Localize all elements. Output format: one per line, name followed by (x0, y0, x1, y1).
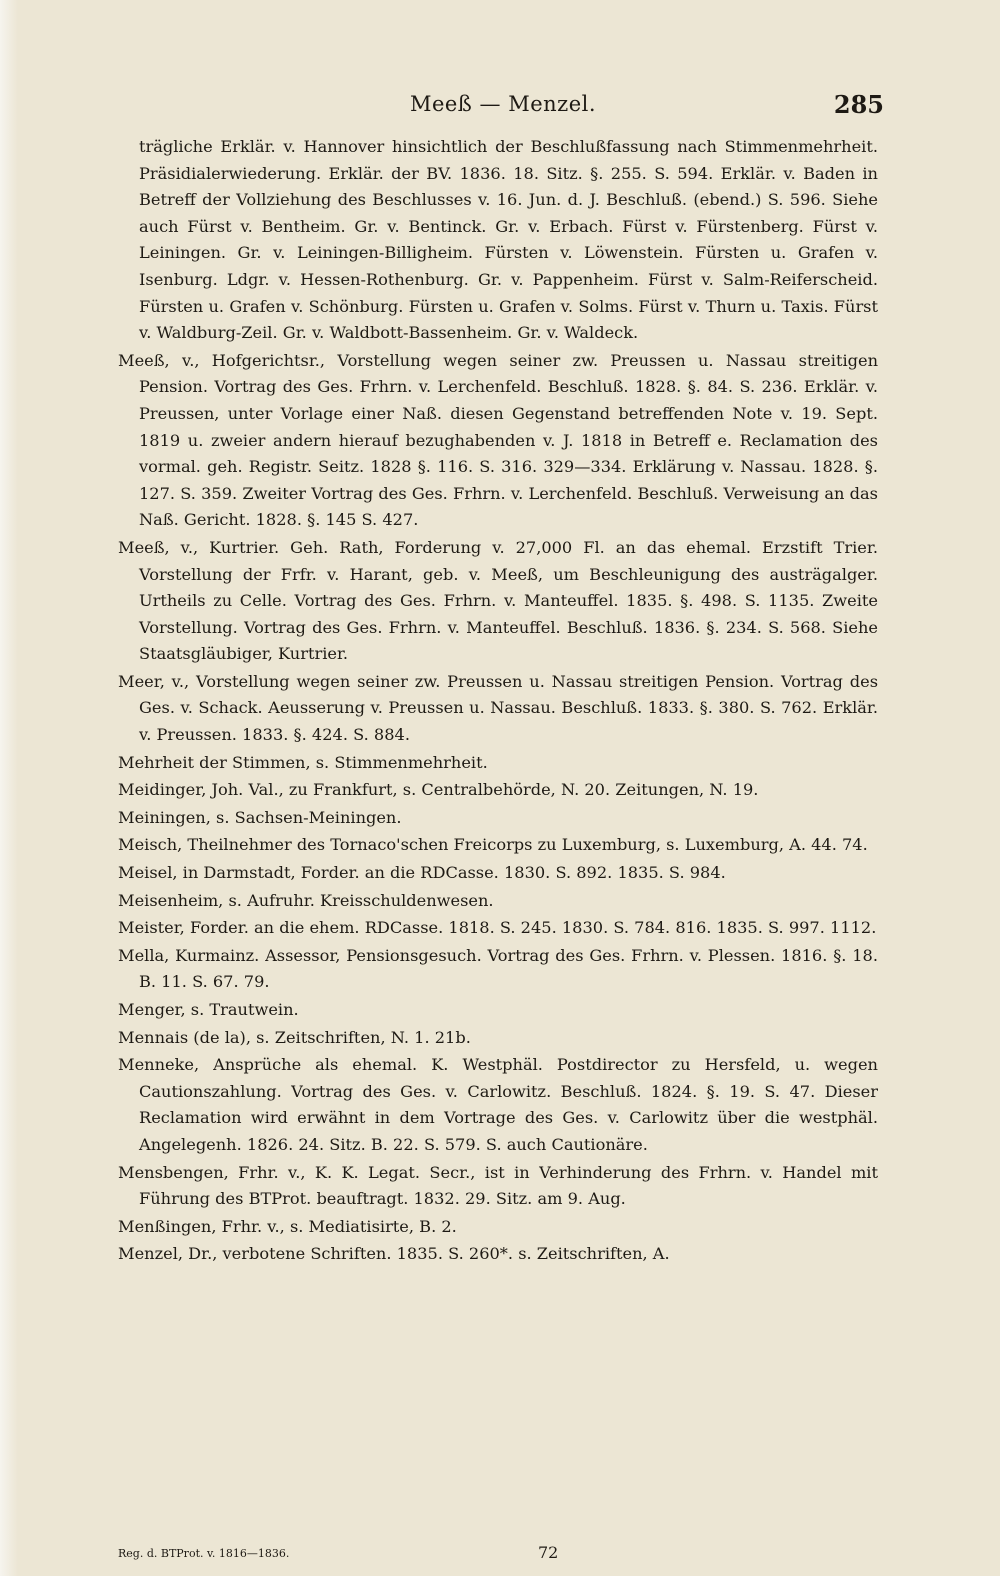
index-entry (118, 915, 878, 942)
entry-text: Meister, Forder. an die ehem. RDCasse. 1818. S. 245. 1830. S. 784. 816. 1835. S. 997. 1112. (118, 918, 877, 938)
entry-text: Meiningen, s. Sachsen-Meiningen. (118, 807, 402, 827)
entry-text: Mella, Kurmainz. Assessor, Pensionsgesuch. Vortrag des Ges. Frhrn. v. Plessen. 1816. §. 18. B. 11. S. 67. 79. (118, 945, 878, 992)
sheet-number: 72 (538, 1543, 559, 1562)
index-entry (118, 1214, 878, 1241)
index-entry (118, 669, 878, 749)
entry-text: Meer, v., Vorstellung wegen seiner zw. Preussen u. Nassau streitigen Pension. Vortrag des Ges. v. Schack. Aeusserung v. Preussen u. Nassau. Beschluß. 1833. §. 380. S. 762. Erklär. v. Preussen. 1833. §. 424. S. 884. (118, 671, 878, 745)
index-entry (118, 1052, 878, 1158)
index-entry (118, 1025, 878, 1052)
page-footer (118, 1543, 888, 1567)
index-entry (118, 805, 878, 832)
index-entry (118, 777, 878, 804)
entry-text: Menzel, Dr., verbotene Schriften. 1835. S. 260*. s. Zeitschriften, A. (118, 1244, 670, 1264)
index-entry (118, 1160, 878, 1213)
entry-text: Mehrheit der Stimmen, s. Stimmenmehrheit. (118, 752, 488, 772)
entry-text: Menger, s. Trautwein. (118, 1000, 299, 1019)
index-entries (118, 134, 878, 1269)
entry-text: Meidinger, Joh. Val., zu Frankfurt, s. Centralbehörde, N. 20. Zeitungen, N. 19. (118, 780, 759, 800)
running-head: Meeß — Menzel. (409, 92, 597, 116)
index-entry (118, 943, 878, 996)
index-entry (118, 860, 878, 887)
index-entry (118, 348, 878, 534)
page-edge (0, 0, 18, 1576)
page-header (118, 86, 888, 126)
entry-text: trägliche Erklär. v. Hannover hinsichtlich der Beschlußfassung nach Stimmenmehrheit. Präsidialerwiederung. Erklär. der BV. 1836. 18. Sitz. §. 255. S. 594. Erklär. v. Baden in Betreff der Vollziehung des Beschlusses v. 16. Jun. d. J. Beschluß. (ebend.) S. 596. Siehe auch Fürst v. Bentheim. Gr. v. Bentinck. Gr. v. Erbach. Fürst v. Fürstenberg. Fürst v. Leiningen. Gr. v. Leiningen-Billigheim. Fürsten v. Löwenstein. Fürsten u. Grafen v. Isenburg. Ldgr. v. Hessen-Rothenburg. Gr. v. Pappenheim. Fürst v. Salm-Reiferscheid. Fürsten u. Grafen v. Schönburg. Fürsten u. Grafen v. Solms. Fürst v. Thurn u. Taxis. Fürst v. Waldburg-Zeil. Gr. v. Waldbott-Bassenheim. Gr. v. Waldeck. (139, 137, 878, 343)
index-entry (118, 997, 878, 1024)
index-entry (118, 535, 878, 668)
entry-text: Meeß, v., Hofgerichtsr., Vorstellung wegen seiner zw. Preussen u. Nassau streitigen Pension. Vortrag des Ges. Frhrn. v. Lerchenfeld. Beschluß. 1828. §. 84. S. 236. Erklär. v. Preussen, unter Vorlage einer Naß. diesen Gegenstand betreffenden Note v. 19. Sept. 1819 u. zweier andern hierauf bezughabenden v. J. 1818 in Betreff e. Reclamation des vormal. geh. Registr. Seitz. 1828 §. 116. S. 316. 329—334. Erklärung v. Nassau. 1828. §. 127. S. 359. Zweiter Vortrag des Ges. Frhrn. v. Lerchenfeld. Beschluß. Verweisung an das Naß. Gericht. 1828. §. 145 S. 427. (118, 350, 878, 530)
entry-text: Meeß, v., Kurtrier. Geh. Rath, Forderung v. 27,000 Fl. an das ehemal. Erzstift Trier. Vorstellung der Frfr. v. Harant, geb. v. Meeß, um Beschleunigung des austrägalger. Urtheils zu Celle. Vortrag des Ges. Frhrn. v. Manteuffel. 1835. §. 498. S. 1135. Zweite Vorstellung. Vortrag des Ges. Frhrn. v. Manteuffel. Beschluß. 1836. §. 234. S. 568. Siehe Staatsgläubiger, Kurtrier. (118, 537, 878, 664)
page-number: 285 (833, 90, 884, 119)
index-entry (118, 888, 878, 915)
entry-text: Meisenheim, s. Aufruhr. Kreisschuldenwesen. (118, 890, 494, 910)
index-entry (118, 1241, 878, 1268)
entry-text: Meisel, in Darmstadt, Forder. an die RDCasse. 1830. S. 892. 1835. S. 984. (118, 863, 726, 883)
printer-signature: Reg. d. BTProt. v. 1816—1836. (118, 1547, 290, 1560)
entry-text: Menneke, Ansprüche als ehemal. K. Westphäl. Postdirector zu Hersfeld, u. wegen Cautionszahlung. Vortrag des Ges. v. Carlowitz. Beschluß. 1824. §. 19. S. 47. Dieser Reclamation wird erwähnt in dem Vortrage des Ges. v. Carlowitz über die westphäl. Angelegenh. 1826. 24. Sitz. B. 22. S. 579. S. auch Cautionäre. (118, 1055, 878, 1154)
entry-text: Mennais (de la), s. Zeitschriften, N. 1. 21b. (118, 1027, 471, 1047)
index-entry-continued (118, 134, 878, 347)
entry-text: Menßingen, Frhr. v., s. Mediatisirte, B. 2. (118, 1216, 457, 1236)
entry-text: Mensbengen, Frhr. v., K. K. Legat. Secr., ist in Verhinderung des Frhrn. v. Handel mit Führung des BTProt. beauftragt. 1832. 29. Sitz. am 9. Aug. (118, 1162, 878, 1209)
index-entry (118, 750, 878, 777)
entry-text: Meisch, Theilnehmer des Tornaco'schen Freicorps zu Luxemburg, s. Luxemburg, A. 44. 74. (118, 835, 868, 855)
index-entry (118, 832, 878, 859)
